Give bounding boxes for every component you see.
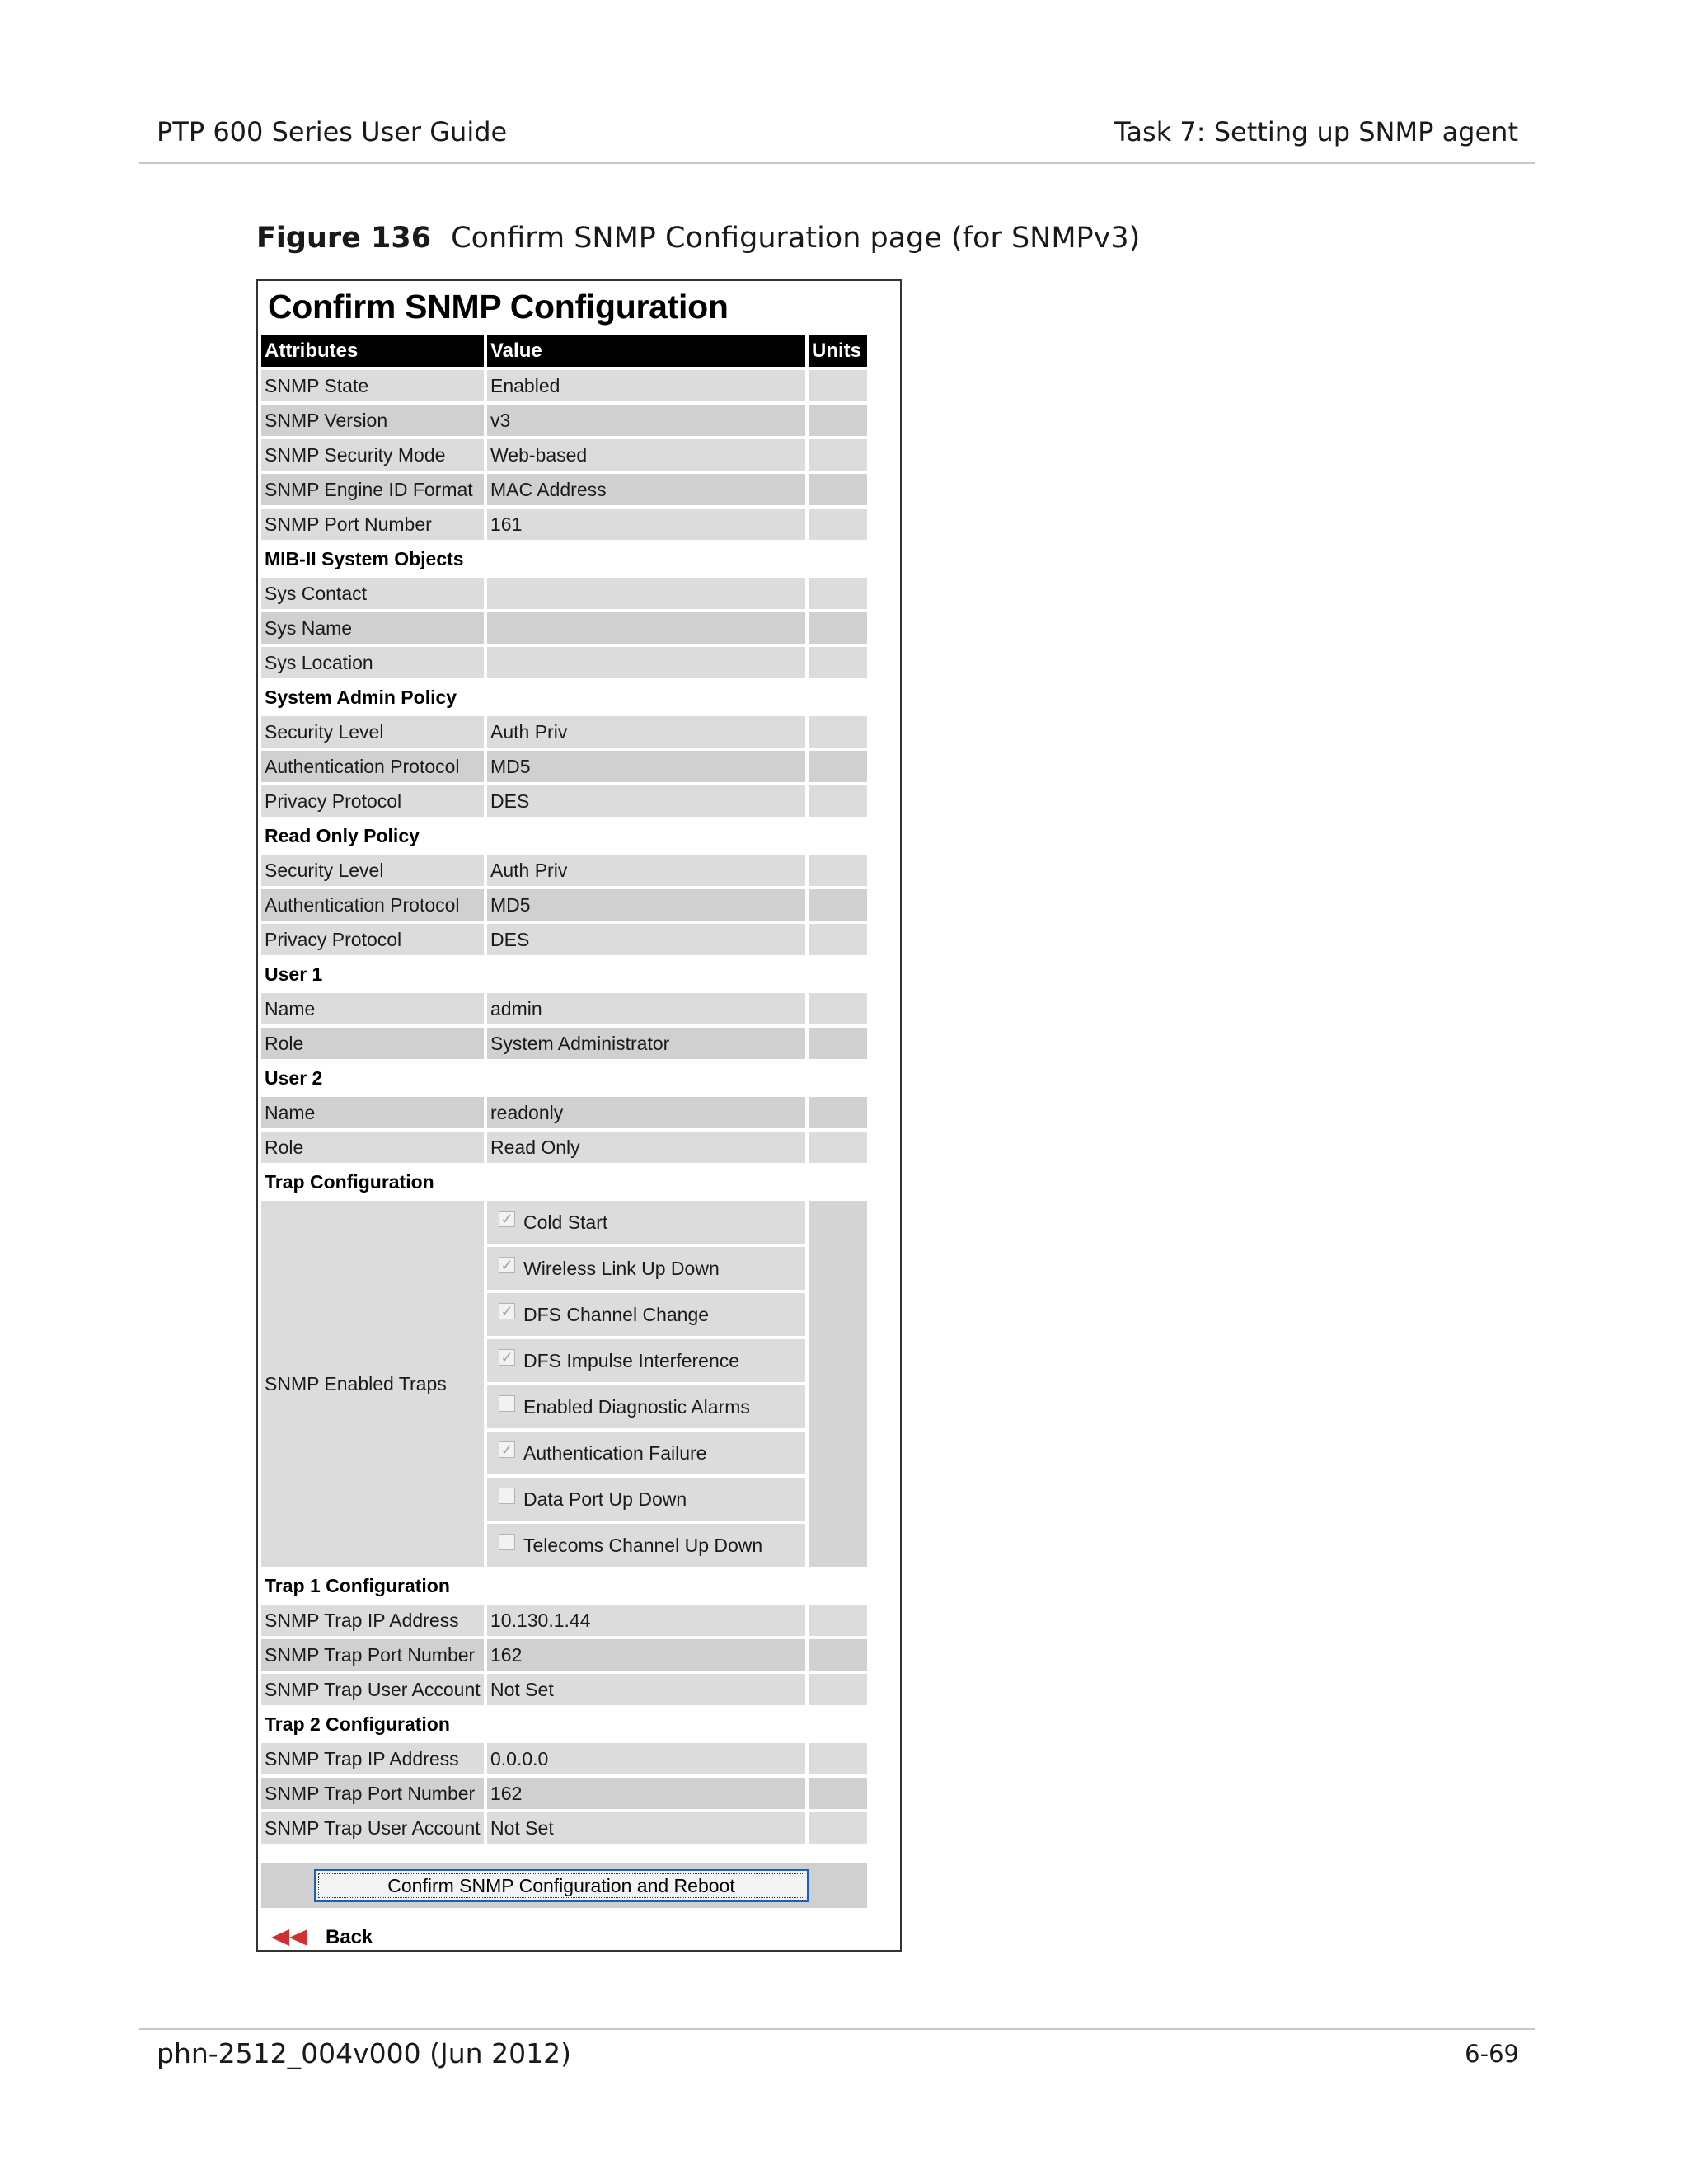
attribute-label: Security Level bbox=[261, 855, 484, 886]
attribute-label: Sys Location bbox=[261, 647, 484, 678]
trap-item[interactable] bbox=[487, 1201, 805, 1244]
section-heading: MIB-II System Objects bbox=[261, 543, 867, 574]
trap-label: Wireless Link Up Down bbox=[523, 1258, 720, 1279]
attribute-label: Name bbox=[261, 993, 484, 1024]
column-header-value: Value bbox=[487, 335, 805, 367]
trap-label: DFS Impulse Interference bbox=[523, 1350, 740, 1371]
attribute-units bbox=[809, 1097, 867, 1128]
attribute-label: SNMP Version bbox=[261, 405, 484, 436]
attribute-value: v3 bbox=[487, 405, 805, 436]
column-header-attributes: Attributes bbox=[261, 335, 484, 367]
page-title: Confirm SNMP Configuration bbox=[268, 288, 729, 326]
section-heading: User 1 bbox=[261, 958, 867, 990]
attribute-label: SNMP Trap User Account bbox=[261, 1674, 484, 1705]
checkbox-icon[interactable] bbox=[499, 1488, 515, 1504]
figure-number: Figure 136 bbox=[256, 222, 432, 255]
figure-caption bbox=[256, 218, 1140, 258]
attribute-label: Role bbox=[261, 1028, 484, 1059]
confirm-and-reboot-button[interactable]: Confirm SNMP Configuration and Reboot bbox=[314, 1869, 809, 1902]
section-heading: System Admin Policy bbox=[261, 682, 867, 713]
attribute-label: Sys Name bbox=[261, 612, 484, 644]
checkbox-icon[interactable] bbox=[499, 1395, 515, 1412]
attribute-value: System Administrator bbox=[487, 1028, 805, 1059]
attribute-units bbox=[809, 785, 867, 817]
attribute-value: Auth Priv bbox=[487, 716, 805, 748]
footer-rule bbox=[139, 2028, 1535, 2030]
attribute-value: Read Only bbox=[487, 1132, 805, 1163]
attribute-units bbox=[809, 439, 867, 471]
attribute-label: Authentication Protocol bbox=[261, 889, 484, 921]
attribute-label: SNMP Port Number bbox=[261, 509, 484, 540]
attribute-units bbox=[809, 993, 867, 1024]
figure-caption-text: Confirm SNMP Configuration page (for SNMPv3) bbox=[451, 222, 1141, 255]
attribute-value: readonly bbox=[487, 1097, 805, 1128]
attribute-units bbox=[809, 1812, 867, 1844]
attribute-value: MD5 bbox=[487, 889, 805, 921]
attribute-value: 162 bbox=[487, 1639, 805, 1671]
attribute-units bbox=[809, 1743, 867, 1774]
trap-label: Enabled Diagnostic Alarms bbox=[523, 1396, 750, 1418]
attribute-label: Privacy Protocol bbox=[261, 924, 484, 955]
attribute-units bbox=[809, 370, 867, 401]
attribute-value: DES bbox=[487, 785, 805, 817]
section-heading: Trap 1 Configuration bbox=[261, 1570, 867, 1601]
trap-label: Cold Start bbox=[523, 1212, 608, 1233]
attribute-units bbox=[809, 509, 867, 540]
trap-item[interactable] bbox=[487, 1432, 805, 1474]
attribute-label: SNMP Trap Port Number bbox=[261, 1639, 484, 1671]
attribute-label: Authentication Protocol bbox=[261, 751, 484, 782]
attribute-value: 10.130.1.44 bbox=[487, 1605, 805, 1636]
trap-item[interactable] bbox=[487, 1385, 805, 1428]
attribute-value: admin bbox=[487, 993, 805, 1024]
attribute-units bbox=[809, 578, 867, 609]
checkbox-icon[interactable]: ✓ bbox=[499, 1257, 515, 1273]
trap-item[interactable] bbox=[487, 1478, 805, 1521]
attribute-value: Not Set bbox=[487, 1812, 805, 1844]
attribute-units bbox=[809, 716, 867, 748]
back-link[interactable] bbox=[271, 1921, 373, 1954]
header-section-title: Task 7: Setting up SNMP agent bbox=[1114, 116, 1518, 148]
attribute-label: Privacy Protocol bbox=[261, 785, 484, 817]
attribute-units bbox=[809, 1778, 867, 1809]
attribute-label: SNMP Trap User Account bbox=[261, 1812, 484, 1844]
attribute-units bbox=[809, 924, 867, 955]
attribute-label: Security Level bbox=[261, 716, 484, 748]
config-table bbox=[261, 335, 867, 1844]
confirm-snmp-screenshot bbox=[256, 279, 902, 1952]
attribute-units bbox=[809, 1028, 867, 1059]
enabled-traps-list bbox=[487, 1201, 805, 1567]
trap-item[interactable] bbox=[487, 1339, 805, 1382]
attribute-label: SNMP Security Mode bbox=[261, 439, 484, 471]
attribute-value: Web-based bbox=[487, 439, 805, 471]
trap-label: DFS Channel Change bbox=[523, 1304, 710, 1325]
attribute-value bbox=[487, 578, 805, 609]
enabled-traps-label: SNMP Enabled Traps bbox=[261, 1201, 484, 1567]
footer-doc-id: phn-2512_004v000 (Jun 2012) bbox=[157, 2037, 571, 2069]
running-header bbox=[157, 114, 1518, 150]
header-rule bbox=[139, 162, 1535, 164]
checkbox-icon[interactable]: ✓ bbox=[499, 1441, 515, 1458]
attribute-value: 161 bbox=[487, 509, 805, 540]
attribute-label: SNMP Trap IP Address bbox=[261, 1605, 484, 1636]
attribute-units bbox=[809, 1674, 867, 1705]
trap-label: Authentication Failure bbox=[523, 1442, 707, 1464]
attribute-label: Sys Contact bbox=[261, 578, 484, 609]
attribute-label: SNMP State bbox=[261, 370, 484, 401]
section-heading: User 2 bbox=[261, 1062, 867, 1094]
checkbox-icon[interactable]: ✓ bbox=[499, 1211, 515, 1227]
section-heading: Read Only Policy bbox=[261, 820, 867, 851]
attribute-label: Role bbox=[261, 1132, 484, 1163]
back-label: Back bbox=[326, 1926, 373, 1948]
checkbox-icon[interactable]: ✓ bbox=[499, 1303, 515, 1319]
trap-item[interactable] bbox=[487, 1293, 805, 1336]
attribute-value: DES bbox=[487, 924, 805, 955]
attribute-units bbox=[809, 1132, 867, 1163]
trap-item[interactable] bbox=[487, 1524, 805, 1567]
checkbox-icon[interactable]: ✓ bbox=[499, 1349, 515, 1366]
section-heading: Trap Configuration bbox=[261, 1166, 867, 1197]
attribute-value: Auth Priv bbox=[487, 855, 805, 886]
attribute-units bbox=[809, 474, 867, 505]
attribute-value: MAC Address bbox=[487, 474, 805, 505]
button-row bbox=[261, 1863, 867, 1908]
attribute-label: SNMP Trap Port Number bbox=[261, 1778, 484, 1809]
attribute-units bbox=[809, 889, 867, 921]
attribute-units bbox=[809, 1639, 867, 1671]
trap-item[interactable] bbox=[487, 1247, 805, 1290]
attribute-value: 0.0.0.0 bbox=[487, 1743, 805, 1774]
attribute-label: Name bbox=[261, 1097, 484, 1128]
attribute-value: Enabled bbox=[487, 370, 805, 401]
attribute-units bbox=[809, 751, 867, 782]
attribute-units bbox=[809, 855, 867, 886]
column-header-units: Units bbox=[809, 335, 867, 367]
checkbox-icon[interactable] bbox=[499, 1534, 515, 1550]
attribute-units bbox=[809, 1605, 867, 1636]
attribute-label: SNMP Trap IP Address bbox=[261, 1743, 484, 1774]
attribute-units bbox=[809, 405, 867, 436]
attribute-value bbox=[487, 612, 805, 644]
page-number: 6-69 bbox=[1465, 2040, 1519, 2068]
section-heading: Trap 2 Configuration bbox=[261, 1708, 867, 1740]
attribute-value bbox=[487, 647, 805, 678]
double-left-arrow-icon bbox=[271, 1928, 312, 1947]
attribute-value: 162 bbox=[487, 1778, 805, 1809]
attribute-label: SNMP Engine ID Format bbox=[261, 474, 484, 505]
header-doc-title: PTP 600 Series User Guide bbox=[157, 116, 508, 148]
attribute-units bbox=[809, 1201, 867, 1567]
attribute-units bbox=[809, 647, 867, 678]
trap-label: Telecoms Channel Up Down bbox=[523, 1535, 763, 1556]
attribute-units bbox=[809, 612, 867, 644]
attribute-value: MD5 bbox=[487, 751, 805, 782]
attribute-value: Not Set bbox=[487, 1674, 805, 1705]
trap-label: Data Port Up Down bbox=[523, 1488, 687, 1510]
